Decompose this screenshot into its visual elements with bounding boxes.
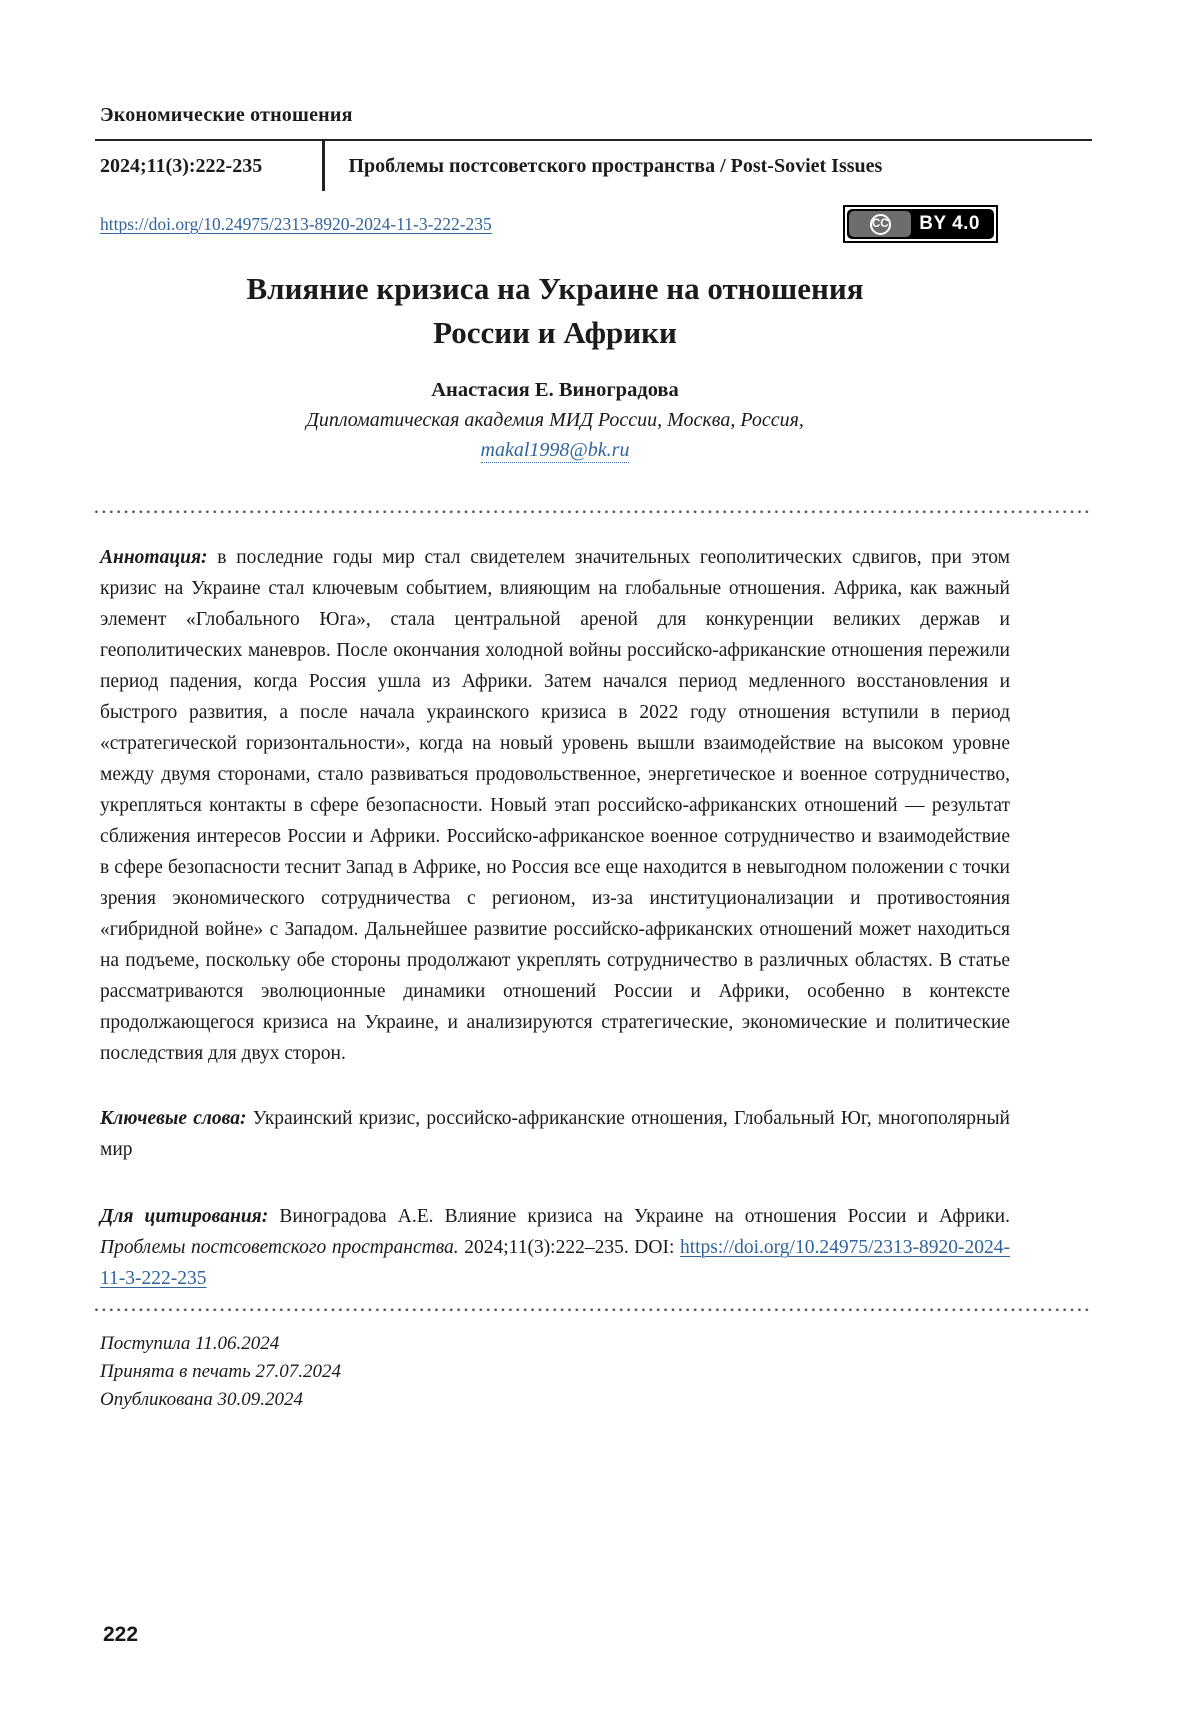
volume-issue-pages: 2024;11(3):222-235	[100, 154, 263, 177]
author-affiliation: Дипломатическая академия МИД России, Москва, Россия,	[306, 409, 804, 431]
citation-text-volume: 2024;11(3):222–235. DOI:	[464, 1237, 675, 1258]
keywords-label: Ключевые слова:	[100, 1108, 247, 1129]
cc-icon	[849, 211, 911, 237]
abstract-label: Аннотация:	[100, 547, 208, 568]
date-published: Опубликована 30.09.2024	[100, 1389, 303, 1410]
author-email-line	[100, 439, 1010, 462]
page-number: 222	[103, 1623, 139, 1646]
citation-text-authors: Виноградова А.Е. Влияние кризиса на Украине на отношения России и Африки.	[279, 1206, 1010, 1227]
article-title-line2: России и Африки	[433, 315, 677, 350]
citation-doi-link[interactable]: doi.org/10.24975/2313-8920-2024-11-3-222-235	[100, 1237, 1011, 1289]
cc-by-license-badge[interactable]	[843, 205, 998, 243]
email-link[interactable]: makal1998@bk.ru	[480, 439, 630, 461]
article-title	[100, 267, 1010, 355]
abstract-text: в последние годы мир стал свидетелем значительных геополитических сдвигов, при этом кризис на Украине стал ключевым событием, влияющим на глобальные отношения. Африка, как важный элемент «Глобального Юга», стала центральной ареной для конкуренции великих держав и геополитических маневров. После окончания холодной войны российско-африканские отношения пережили период падения, когда Россия ушла из Африки. Затем начался период медленного восстановления и быстрого развития, а после начала украинского кризиса в 2022 году отношения вступили в период «стратегической горизонтальности», когда на новый уровень вышли взаимодействие на высоком уровне между двумя сторонами, стало развиваться продовольственное, энергетическое и военное сотрудничество, укрепляться контакты в сфере безопасности. Новый этап российско-африканских отношений — результат сближения интересов России и Африки. Российско-африканское военное сотрудничество и взаимодействие в сфере безопасности теснит Запад в Африке, но Россия все еще находится в невыгодном положении с точки зрения экономического сотрудничества с регионом, из-за институционализации и противостояния «гибридной войне» с Западом. Дальнейшее развитие российско-африканских отношений может находиться на подъеме, поскольку обе стороны продолжают укреплять сотрудничество в различных областях. В статье рассматриваются эволюционные динамики отношений России и Африки, особенно в контексте продолжающегося кризиса на Украине, и анализируются стратегические, экономические и политические последствия для двух сторон.	[100, 547, 1011, 1064]
doi-license-row	[100, 205, 1010, 243]
dotted-separator-bottom	[95, 1308, 1092, 1312]
doi-link[interactable]: https://doi.org/10.24975/2313-8920-2024-11-3-222-235	[100, 213, 492, 234]
citation-paragraph	[100, 1201, 1010, 1294]
citation-doi-link-prefix[interactable]: https://	[679, 1237, 735, 1258]
article-dates	[100, 1330, 1010, 1414]
license-label: BY 4.0	[919, 213, 980, 234]
abstract-paragraph	[100, 542, 1010, 1069]
keywords-text: Украинский кризис, российско-африканские отношения, Глобальный Юг, многополярный мир	[100, 1108, 1010, 1160]
citation-journal-name: Проблемы постсоветского пространства.	[100, 1237, 459, 1258]
cc-circle-glyph: CC	[870, 214, 891, 235]
citation-label: Для цитирования:	[100, 1206, 269, 1227]
article-title-line1: Влияние кризиса на Украине на отношения	[246, 271, 864, 306]
date-received: Поступила 11.06.2024	[100, 1333, 280, 1354]
dotted-separator-top	[95, 510, 1092, 514]
keywords-paragraph	[100, 1103, 1010, 1165]
section-running-head: Экономические отношения	[95, 104, 1092, 141]
journal-title: Проблемы постсоветского пространства / Post-Soviet Issues	[348, 154, 883, 177]
author-name: Анастасия Е. Виноградова	[431, 379, 679, 401]
cc-badge-inner	[847, 209, 994, 239]
date-accepted: Принята в печать 27.07.2024	[100, 1361, 342, 1382]
journal-header-row	[100, 141, 1010, 191]
